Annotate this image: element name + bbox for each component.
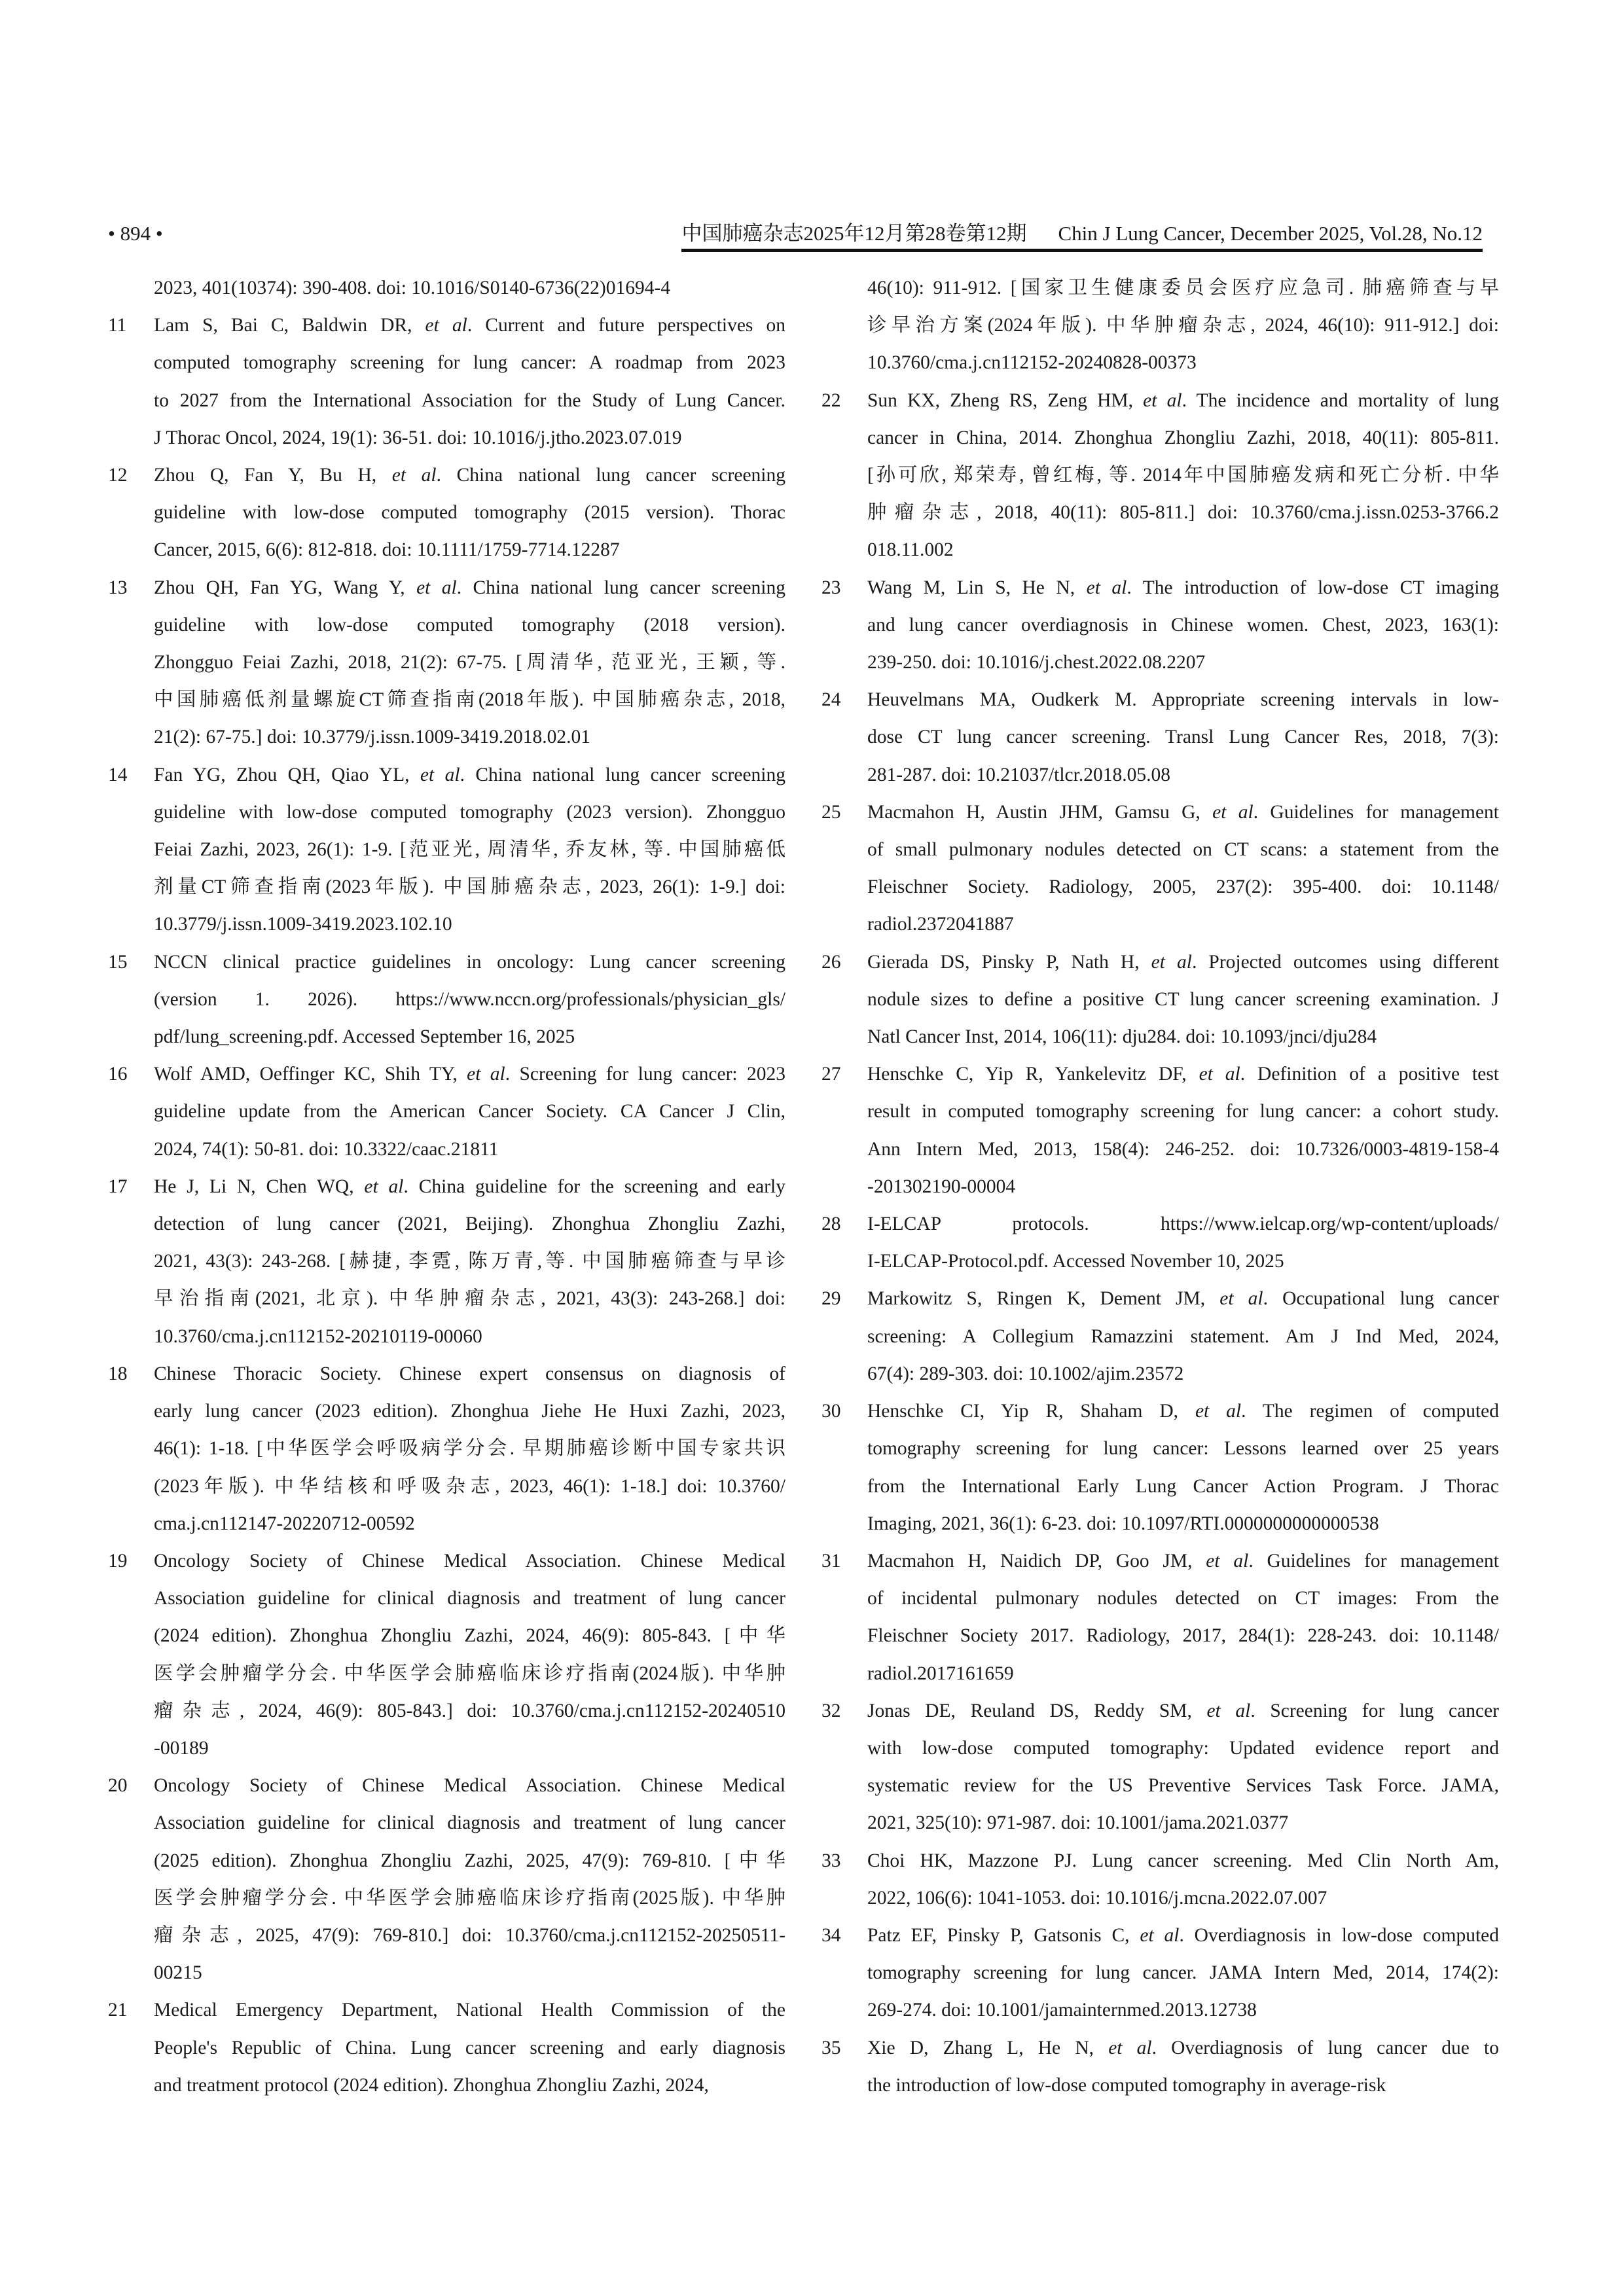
- reference-line: of incidental pulmonary nodules detected on CT images: From the: [867, 1588, 1499, 1609]
- et-al-italic: et al: [1086, 577, 1127, 598]
- reference-line: cancer in China, 2014. Zhonghua Zhongliu Zazhi, 2018, 40(11): 805-811.: [867, 427, 1499, 448]
- reference-item: [108, 1767, 785, 1992]
- reference-line: Wang M, Lin S, He N, et al. The introduction of low-dose CT imaging: [867, 577, 1499, 598]
- reference-line: detection of lung cancer (2021, Beijing). Zhonghua Zhongliu Zazhi,: [154, 1213, 785, 1235]
- reference-line: from the International Early Lung Cancer Action Program. J Thorac: [867, 1475, 1499, 1497]
- reference-number: 23: [821, 577, 841, 598]
- et-al-italic: et al: [1108, 2037, 1152, 2058]
- reference-line: screening: A Collegium Ramazzini statement. Am J Ind Med, 2024,: [867, 1325, 1499, 1347]
- reference-item: [821, 944, 1499, 1056]
- reference-item: [821, 1842, 1499, 1917]
- reference-item: [821, 794, 1499, 944]
- reference-item: [821, 1206, 1499, 1280]
- reference-number: 17: [108, 1176, 128, 1197]
- reference-line: 67(4): 289-303. doi: 10.1002/ajim.23572: [867, 1363, 1184, 1384]
- reference-line: and treatment protocol (2024 edition). Zhonghua Zhongliu Zazhi, 2024,: [154, 2074, 709, 2096]
- journal-title-chinese: 中国肺癌杂志2025年12月第28卷第12期: [681, 222, 1027, 245]
- et-al-italic: et al: [1151, 951, 1192, 973]
- reference-line: (2024 edition). Zhonghua Zhongliu Zazhi, 2024, 46(9): 805-843. [中华: [154, 1625, 785, 1647]
- et-al-italic: et al: [420, 764, 460, 785]
- running-header: [108, 219, 1483, 251]
- reference-line: 21(2): 67-75.] doi: 10.3779/j.issn.1009-3419.2018.02.01: [154, 727, 591, 748]
- reference-line: Choi HK, Mazzone PJ. Lung cancer screening. Med Clin North Am,: [867, 1850, 1499, 1871]
- reference-line: Sun KX, Zheng RS, Zeng HM, et al. The incidence and mortality of lung: [867, 389, 1499, 411]
- reference-line: Gierada DS, Pinsky P, Nath H, et al. Projected outcomes using different: [867, 951, 1499, 973]
- reference-number: 30: [821, 1401, 841, 1422]
- reference-item: [821, 569, 1499, 682]
- page-number: • 894 •: [108, 222, 163, 245]
- reference-line: (version 1. 2026). https://www.nccn.org/professionals/physician_gls/: [154, 988, 785, 1010]
- reference-line: Fan YG, Zhou QH, Qiao YL, et al. China national lung cancer screening: [154, 764, 785, 785]
- reference-line: Fleischner Society. Radiology, 2005, 237(2): 395-400. doi: 10.1148/: [867, 876, 1499, 898]
- reference-continuation: [108, 270, 785, 307]
- reference-line: 剂量CT筛查指南(2023年版). 中国肺癌杂志, 2023, 26(1): 1-9.] doi:: [154, 876, 785, 898]
- reference-line: Jonas DE, Reuland DS, Reddy SM, et al. Screening for lung cancer: [867, 1700, 1499, 1721]
- reference-number: 31: [821, 1550, 841, 1572]
- reference-line: tomography screening for lung cancer. JAMA Intern Med, 2014, 174(2):: [867, 1962, 1499, 1984]
- reference-line: Xie D, Zhang L, He N, et al. Overdiagnosis of lung cancer due to: [867, 2037, 1499, 2058]
- reference-line: Chinese Thoracic Society. Chinese expert consensus on diagnosis of: [154, 1363, 785, 1384]
- reference-line: Macmahon H, Naidich DP, Goo JM, et al. Guidelines for management: [867, 1550, 1499, 1572]
- reference-line: Medical Emergency Department, National Health Commission of the: [154, 2000, 785, 2021]
- reference-line: Feiai Zazhi, 2023, 26(1): 1-9. [范亚光, 周清华, 乔友林, 等. 中国肺癌低: [154, 839, 785, 861]
- reference-line: Zhongguo Feiai Zazhi, 2018, 21(2): 67-75. [周清华, 范亚光, 王颖, 等.: [154, 652, 785, 674]
- reference-line: radiol.2372041887: [867, 914, 1014, 935]
- reference-item: [108, 457, 785, 569]
- reference-number: 22: [821, 389, 841, 411]
- et-al-italic: et al: [1206, 1550, 1249, 1572]
- reference-line: Cancer, 2015, 6(6): 812-818. doi: 10.1111/1759-7714.12287: [154, 539, 620, 561]
- reference-continuation: [821, 270, 1499, 382]
- reference-line: guideline with low-dose computed tomography (2018 version).: [154, 614, 785, 636]
- reference-item: [821, 1280, 1499, 1393]
- reference-line: Fleischner Society 2017. Radiology, 2017, 284(1): 228-243. doi: 10.1148/: [867, 1625, 1499, 1647]
- reference-line: early lung cancer (2023 edition). Zhonghua Jiehe He Huxi Zazhi, 2023,: [154, 1401, 785, 1422]
- references-right-column: [821, 270, 1499, 2104]
- reference-line: 46(10): 911-912. [国家卫生健康委员会医疗应急司. 肺癌筛查与早: [867, 278, 1499, 298]
- reference-number: 11: [108, 315, 127, 336]
- reference-item: [821, 1056, 1499, 1206]
- reference-item: [821, 681, 1499, 794]
- reference-number: 29: [821, 1288, 841, 1310]
- et-al-italic: et al: [1195, 1401, 1242, 1422]
- reference-item: [108, 1168, 785, 1356]
- reference-line: computed tomography screening for lung cancer: A roadmap from 2023: [154, 352, 785, 374]
- reference-item: [108, 757, 785, 944]
- reference-line: 269-274. doi: 10.1001/jamainternmed.2013.12738: [867, 2000, 1257, 2021]
- reference-line: Henschke C, Yip R, Yankelevitz DF, et al. Definition of a positive test: [867, 1064, 1499, 1085]
- reference-item: [108, 1056, 785, 1168]
- reference-line: 2021, 325(10): 971-987. doi: 10.1001/jama.2021.0377: [867, 1812, 1289, 1834]
- reference-line: 10.3779/j.issn.1009-3419.2023.102.10: [154, 914, 452, 935]
- reference-item: [108, 1992, 785, 2104]
- reference-line: He J, Li N, Chen WQ, et al. China guideline for the screening and early: [154, 1176, 785, 1197]
- reference-item: [821, 1393, 1499, 1543]
- reference-number: 26: [821, 951, 841, 973]
- et-al-italic: et al: [364, 1176, 404, 1197]
- reference-number: 34: [821, 1924, 841, 1946]
- reference-line: dose CT lung cancer screening. Transl Lung Cancer Res, 2018, 7(3):: [867, 727, 1499, 748]
- reference-line: of small pulmonary nodules detected on CT scans: a statement from the: [867, 839, 1499, 861]
- reference-item: [108, 1543, 785, 1767]
- reference-number: 28: [821, 1213, 841, 1235]
- reference-line: 00215: [154, 1962, 202, 1984]
- et-al-italic: et al: [1199, 1064, 1240, 1085]
- reference-item: [821, 382, 1499, 569]
- reference-number: 27: [821, 1064, 841, 1085]
- reference-item: [821, 1543, 1499, 1693]
- reference-line: Oncology Society of Chinese Medical Association. Chinese Medical: [154, 1550, 785, 1572]
- reference-line: 肿瘤杂志, 2018, 40(11): 805-811.] doi: 10.3760/cma.j.issn.0253-3766.2: [867, 502, 1499, 524]
- journal-title-english: Chin J Lung Cancer, December 2025, Vol.28, No.12: [1058, 222, 1483, 245]
- reference-number: 13: [108, 577, 128, 598]
- reference-line: 2023, 401(10374): 390-408. doi: 10.1016/S0140-6736(22)01694-4: [154, 278, 671, 298]
- reference-line: 医学会肿瘤学分会. 中华医学会肺癌临床诊疗指南(2024版). 中华肿: [154, 1662, 785, 1684]
- reference-line: 239-250. doi: 10.1016/j.chest.2022.08.2207: [867, 652, 1206, 674]
- reference-number: 14: [108, 764, 128, 785]
- et-al-italic: et al: [416, 577, 457, 598]
- reference-line: I-ELCAP-Protocol.pdf. Accessed November 10, 2025: [867, 1251, 1284, 1272]
- reference-line: Heuvelmans MA, Oudkerk M. Appropriate screening intervals in low-: [867, 689, 1499, 711]
- reference-number: 12: [108, 465, 128, 486]
- reference-line: 瘤杂志, 2024, 46(9): 805-843.] doi: 10.3760/cma.j.cn112152-20240510: [154, 1700, 785, 1721]
- reference-line: Imaging, 2021, 36(1): 6-23. doi: 10.1097/RTI.0000000000000538: [867, 1513, 1379, 1534]
- reference-line: Association guideline for clinical diagnosis and treatment of lung cancer: [154, 1588, 785, 1609]
- reference-line: (2025 edition). Zhonghua Zhongliu Zazhi, 2025, 47(9): 769-810. [中华: [154, 1850, 785, 1871]
- reference-line: 46(1): 1-18. [中华医学会呼吸病学分会. 早期肺癌诊断中国专家共识: [154, 1438, 785, 1460]
- reference-line: 医学会肿瘤学分会. 中华医学会肺癌临床诊疗指南(2025版). 中华肿: [154, 1887, 785, 1909]
- reference-line: 10.3760/cma.j.cn112152-20240828-00373: [867, 352, 1197, 374]
- reference-number: 25: [821, 801, 841, 823]
- reference-line: [孙可欣, 郑荣寿, 曾红梅, 等. 2014年中国肺癌发病和死亡分析. 中华: [867, 465, 1499, 486]
- reference-item: [108, 307, 785, 457]
- reference-line: 281-287. doi: 10.21037/tlcr.2018.05.08: [867, 764, 1170, 785]
- et-al-italic: et al: [391, 465, 437, 486]
- reference-number: 32: [821, 1700, 841, 1721]
- reference-item: [821, 2030, 1499, 2104]
- reference-number: 21: [108, 2000, 128, 2021]
- reference-line: 瘤杂志, 2025, 47(9): 769-810.] doi: 10.3760/cma.j.cn112152-20250511-: [154, 1924, 785, 1946]
- reference-line: guideline with low-dose computed tomography (2023 version). Zhongguo: [154, 801, 785, 823]
- reference-line: Patz EF, Pinsky P, Gatsonis C, et al. Overdiagnosis in low-dose computed: [867, 1924, 1499, 1946]
- reference-number: 33: [821, 1850, 841, 1871]
- reference-line: -00189: [154, 1737, 209, 1759]
- reference-line: guideline update from the American Cancer Society. CA Cancer J Clin,: [154, 1101, 785, 1123]
- journal-running-title: [681, 219, 1483, 252]
- reference-line: NCCN clinical practice guidelines in oncology: Lung cancer screening: [154, 951, 785, 973]
- reference-line: Natl Cancer Inst, 2014, 106(11): dju284. doi: 10.1093/jnci/dju284: [867, 1026, 1377, 1048]
- reference-line: 2021, 43(3): 243-268. [赫捷, 李霓, 陈万青,等. 中国肺癌筛查与早诊: [154, 1251, 785, 1272]
- reference-item: [108, 569, 785, 757]
- reference-line: radiol.2017161659: [867, 1662, 1014, 1684]
- reference-line: systematic review for the US Preventive Services Task Force. JAMA,: [867, 1775, 1499, 1797]
- reference-line: with low-dose computed tomography: Updated evidence report and: [867, 1737, 1499, 1759]
- reference-line: Association guideline for clinical diagnosis and treatment of lung cancer: [154, 1812, 785, 1834]
- et-al-italic: et al: [467, 1064, 505, 1085]
- et-al-italic: et al: [1219, 1288, 1263, 1310]
- reference-number: 18: [108, 1363, 128, 1384]
- reference-number: 16: [108, 1064, 128, 1085]
- reference-number: 20: [108, 1775, 128, 1797]
- reference-line: 018.11.002: [867, 539, 954, 561]
- reference-line: Henschke CI, Yip R, Shaham D, et al. The regimen of computed: [867, 1401, 1499, 1422]
- reference-line: 10.3760/cma.j.cn112152-20210119-00060: [154, 1325, 482, 1347]
- reference-number: 35: [821, 2037, 841, 2058]
- reference-item: [821, 1693, 1499, 1842]
- reference-line: Oncology Society of Chinese Medical Association. Chinese Medical: [154, 1775, 785, 1797]
- references-left-column: [108, 270, 785, 2104]
- reference-line: J Thorac Oncol, 2024, 19(1): 36-51. doi: 10.1016/j.jtho.2023.07.019: [154, 427, 682, 448]
- reference-line: result in computed tomography screening for lung cancer: a cohort study.: [867, 1101, 1499, 1123]
- reference-line: nodule sizes to define a positive CT lung cancer screening examination. J: [867, 988, 1499, 1010]
- reference-line: 早治指南(2021, 北京). 中华肿瘤杂志, 2021, 43(3): 243-268.] doi:: [154, 1288, 785, 1310]
- reference-line: Markowitz S, Ringen K, Dement JM, et al. Occupational lung cancer: [867, 1288, 1499, 1310]
- reference-line: 2024, 74(1): 50-81. doi: 10.3322/caac.21811: [154, 1138, 499, 1160]
- reference-number: 24: [821, 689, 841, 711]
- reference-line: 2022, 106(6): 1041-1053. doi: 10.1016/j.mcna.2022.07.007: [867, 1887, 1327, 1909]
- et-al-italic: et al: [1143, 389, 1182, 411]
- et-al-italic: et al: [425, 315, 467, 336]
- et-al-italic: et al: [1212, 801, 1254, 823]
- reference-line: (2023年版). 中华结核和呼吸杂志, 2023, 46(1): 1-18.] doi: 10.3760/: [154, 1475, 785, 1497]
- reference-line: 中国肺癌低剂量螺旋CT筛查指南(2018年版). 中国肺癌杂志, 2018,: [154, 689, 785, 711]
- reference-item: [821, 1917, 1499, 2030]
- reference-line: the introduction of low-dose computed tomography in average-risk: [867, 2074, 1386, 2096]
- reference-line: cma.j.cn112147-20220712-00592: [154, 1513, 415, 1534]
- reference-item: [108, 944, 785, 1056]
- reference-line: I-ELCAP protocols. https://www.ielcap.org/wp-content/uploads/: [867, 1213, 1499, 1235]
- reference-line: to 2027 from the International Association for the Study of Lung Cancer.: [154, 389, 785, 411]
- reference-line: guideline with low-dose computed tomography (2015 version). Thorac: [154, 502, 785, 524]
- et-al-italic: et al: [1140, 1924, 1180, 1946]
- reference-line: People's Republic of China. Lung cancer screening and early diagnosis: [154, 2037, 785, 2058]
- reference-line: Zhou Q, Fan Y, Bu H, et al. China national lung cancer screening: [154, 465, 785, 486]
- reference-line: Zhou QH, Fan YG, Wang Y, et al. China national lung cancer screening: [154, 577, 785, 598]
- reference-line: tomography screening for lung cancer: Lessons learned over 25 years: [867, 1438, 1499, 1460]
- reference-line: Macmahon H, Austin JHM, Gamsu G, et al. Guidelines for management: [867, 801, 1499, 823]
- reference-line: Lam S, Bai C, Baldwin DR, et al. Current and future perspectives on: [154, 315, 785, 336]
- reference-line: Wolf AMD, Oeffinger KC, Shih TY, et al. Screening for lung cancer: 2023: [154, 1064, 785, 1085]
- reference-line: 诊早治方案(2024年版). 中华肿瘤杂志, 2024, 46(10): 911-912.] doi:: [867, 315, 1499, 336]
- reference-line: -201302190-00004: [867, 1176, 1016, 1197]
- reference-number: 19: [108, 1550, 128, 1572]
- reference-line: Ann Intern Med, 2013, 158(4): 246-252. doi: 10.7326/0003-4819-158-4: [867, 1138, 1499, 1160]
- reference-item: [108, 1356, 785, 1543]
- reference-number: 15: [108, 951, 128, 973]
- et-al-italic: et al: [1206, 1700, 1251, 1721]
- reference-line: and lung cancer overdiagnosis in Chinese women. Chest, 2023, 163(1):: [867, 614, 1499, 636]
- reference-line: pdf/lung_screening.pdf. Accessed September 16, 2025: [154, 1026, 575, 1048]
